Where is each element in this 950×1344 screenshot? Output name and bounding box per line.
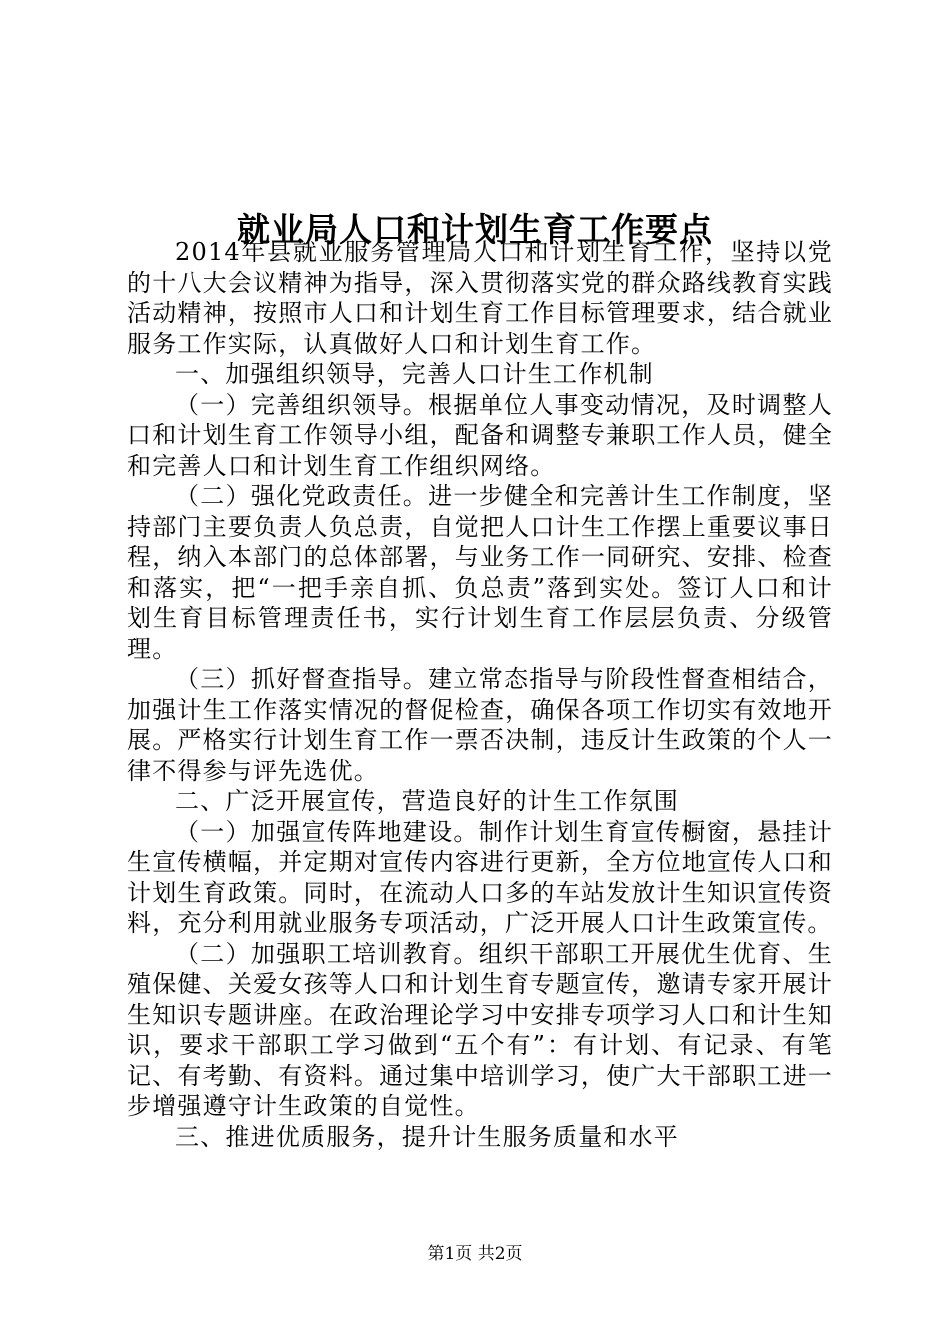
document-body	[127, 237, 833, 1152]
paragraph-2-1: （一）加强宣传阵地建设。制作计划生育宣传橱窗，悬挂计生宣传横幅，并定期对宣传内容进行更新，全方位地宣传人口和计划生育政策。同时，在流动人口多的车站发放计生知识宣传资料，充分利用就业服务专项活动，广泛开展人口计生政策宣传。	[127, 817, 833, 937]
section-heading-1: 一、加强组织领导，完善人口计生工作机制	[175, 360, 654, 388]
paragraph-1-3: （三）抓好督查指导。建立常态指导与阶段性督查相结合，加强计生工作落实情况的督促检查，确保各项工作切实有效地开展。严格实行计划生育工作一票否决制，违反计生政策的个人一律不得参与评先选优。	[127, 665, 833, 785]
intro-paragraph: 2014年县就业服务管理局人口和计划生育工作，坚持以党的十八大会议精神为指导，深入贯彻落实党的群众路线教育实践活动精神，按照市人口和计划生育工作目标管理要求，结合就业服务工作实际，认真做好人口和计划生育工作。	[127, 238, 833, 358]
paragraph-2-2: （二）加强职工培训教育。组织干部职工开展优生优育、生殖保健、关爱女孩等人口和计划生育专题宣传，邀请专家开展计生知识专题讲座。在政治理论学习中安排专项学习人口和计生知识，要求干部职工学习做到“五个有”：有计划、有记录、有笔记、有考勤、有资料。通过集中培训学习，使广大干部职工进一步增强遵守计生政策的自觉性。	[127, 939, 833, 1120]
section-heading-2: 二、广泛开展宣传，营造良好的计生工作氛围	[175, 787, 679, 815]
document-title: 就业局人口和计划生育工作要点	[237, 210, 713, 250]
paragraph-1-1: （一）完善组织领导。根据单位人事变动情况，及时调整人口和计划生育工作领导小组，配备和调整专兼职工作人员，健全和完善人口和计划生育工作组织网络。	[127, 390, 833, 480]
page-footer: 第1页 共2页	[427, 1244, 523, 1264]
section-heading-3: 三、推进优质服务，提升计生服务质量和水平	[175, 1122, 679, 1151]
paragraph-1-2: （二）强化党政责任。进一步健全和完善计生工作制度，坚持部门主要负责人负总责，自觉把人口计生工作摆上重要议事日程，纳入本部门的总体部署，与业务工作一同研究、安排、检查和落实，把“一把手亲自抓、负总责”落到实处。签订人口和计划生育目标管理责任书，实行计划生育工作层层负责、分级管理。	[127, 482, 833, 663]
